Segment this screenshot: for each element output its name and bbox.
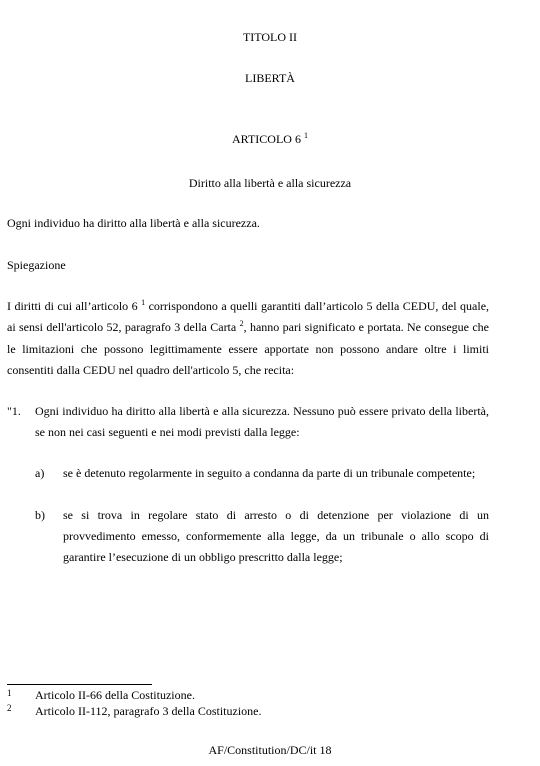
paragraph-line-2: ai sensi dell'articolo 52, paragrafo 3 della Carta $^2$, hanno pari significato e portata. Ne consegue che bbox=[7, 319, 490, 334]
paragraph-line-3: le limitazioni che possono legittimamente essere apportate non possono andare oltre i limiti bbox=[7, 342, 489, 356]
quote-line-2: se non nei casi seguenti e nei modi previsti dalla legge: bbox=[35, 425, 300, 439]
footnote-2-text: Articolo II-112, paragrafo 3 della Costituzione. bbox=[35, 704, 262, 718]
item-b-line-3: garantire l’esecuzione di un obbligo prescritto dalla legge; bbox=[63, 550, 343, 564]
item-b-label: b) bbox=[35, 508, 45, 522]
article-caption: Diritto alla libertà e alla sicurezza bbox=[188, 176, 352, 190]
subtitle-heading: LIBERTÀ bbox=[245, 71, 295, 85]
article-label: ARTICOLO 6 bbox=[232, 132, 301, 146]
item-a-text: se è detenuto regolarmente in seguito a condanna da parte di un tribunale competente; bbox=[63, 466, 476, 480]
article-heading bbox=[0, 132, 540, 147]
footnote-divider bbox=[7, 684, 152, 685]
item-b-line-2: provvedimento emesso, conformemente alla legge, da un tribunale o allo scopo di bbox=[63, 529, 489, 543]
page-footer: AF/Constitution/DC/it 18 bbox=[208, 743, 332, 757]
footnote-1-text: Articolo II-66 della Costituzione. bbox=[35, 688, 195, 702]
title-heading: TITOLO II bbox=[242, 30, 298, 44]
quote-number: "1. bbox=[7, 404, 21, 418]
intro-text: Ogni individuo ha diritto alla libertà e alla sicurezza. bbox=[7, 216, 260, 230]
footnote-2-mark: 2 bbox=[7, 703, 12, 713]
item-a-label: a) bbox=[35, 466, 45, 480]
paragraph-line-4: consentiti dalla CEDU nel quadro dell'articolo 5, che recita: bbox=[7, 363, 295, 377]
footnote-1-mark: 1 bbox=[7, 688, 12, 698]
footnote-ref-1[interactable]: 1 bbox=[303, 131, 308, 140]
item-b-line-1: se si trova in regolare stato di arresto o di detenzione per violazione di un bbox=[63, 508, 489, 522]
quote-line-1: Ogni individuo ha diritto alla libertà e alla sicurezza. Nessuno può essere privato della libertà, bbox=[35, 404, 489, 418]
footnote-ref-2[interactable]: 2 bbox=[239, 319, 244, 328]
paragraph-line-1: I diritti di cui all’articolo 6 $^1$ corrispondono a quelli garantiti dall’articolo 5 della CEDU, del quale, bbox=[7, 298, 490, 313]
section-label: Spiegazione bbox=[7, 258, 66, 272]
footnote-ref-1-inline[interactable]: 1 bbox=[141, 298, 146, 307]
